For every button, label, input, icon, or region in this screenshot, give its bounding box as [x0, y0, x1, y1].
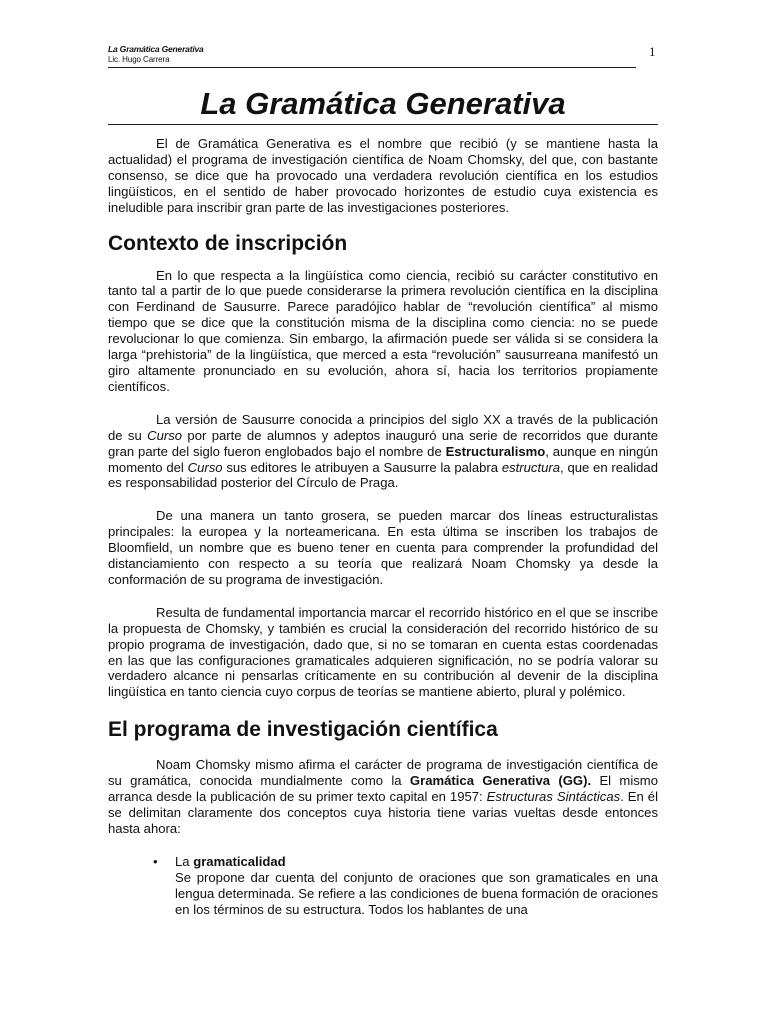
text-run: El mismo arranca desde la publicación de su primer texto capital en 1957: — [108, 773, 658, 805]
document-body — [108, 136, 658, 917]
programa-paragraph-1 — [108, 757, 658, 837]
list-item — [108, 854, 658, 918]
contexto-paragraph-4: Resulta de fundamental importancia marcar el recorrido histórico en el que se inscribe la propuesta de Chomsky, y también es crucial la consideración del recorrido histórico de su propio programa de investigación, dado que, si no se tomaran en cuenta estas coordenadas en las que las configuraciones gramaticales adquieren significación, no se podría valorar su verdadero alcance ni pensarlas críticamente en su contribución al devenir de la disciplina lingüística en tanto ciencia cuyo corpus de teorías se mantiene abierto, plural y polémico. — [108, 604, 658, 700]
bold-term-estructuralismo: Estructuralismo — [445, 443, 546, 459]
bullet-icon: • — [153, 853, 158, 869]
intro-paragraph: El de Gramática Generativa es el nombre que recibió (y se mantiene hasta la actualidad) el programa de investigación científica de Noam Chomsky, del que, con bastante consenso, se dice que ha provocado una verdadera revolución científica en los estudios lingüísticos, en el sentido de haber provocado horizontes de estudio cuya existencia es ineludible para inscribir gran parte de las investigaciones posteriores. — [108, 136, 658, 215]
page-number: 1 — [649, 44, 656, 59]
text-run: , que en realidad es responsabilidad posterior del Círculo de Praga. — [108, 459, 658, 491]
text-run: La versión de Sausurre conocida a principios del siglo XX a través de la publicación de su — [108, 411, 658, 443]
text-run: . En él se delimitan claramente dos conceptos cuya historia tiene varias vueltas desde entonces hasta ahora: — [108, 789, 658, 836]
running-header-author: Lic. Hugo Carrera — [108, 55, 170, 64]
list-item-term: gramaticalidad — [193, 853, 286, 869]
italic-title-estructuras-sintacticas: Estructuras Sintácticas — [486, 789, 621, 805]
contexto-paragraph-3: De una manera un tanto grosera, se pueden marcar dos líneas estructuralistas principales: la europea y la norteamericana. En esta última se inscriben los trabajos de Bloomfield, un nombre que es bueno tener en cuenta para comprender la profundidad del distanciamiento con respecto a su teoría que realizará Noam Chomsky ya desde la conformación de su programa de investigación. — [108, 508, 658, 587]
contexto-paragraph-1: En lo que respecta a la lingüística como ciencia, recibió su carácter constitutivo en tanto tal a partir de lo que puede considerarse la primera revolución científica en la disciplina con Ferdinand de Sausurre. Parece paradójico hablar de “revolución científica” al mismo tiempo que se dice que la constitución misma de la disciplina como ciencia: no se puede revolucionar lo que comienza. Sin embargo, la afirmación puede ser válida si se considera la larga “prehistoria” de la lingüística, que merced a esta “revolución” sausurreana manifestó un giro altamente pronunciado en su evolución, ahora sí, hacia los territorios propiamente científicos. — [108, 267, 658, 394]
running-header — [108, 44, 636, 68]
italic-term-estructura: estructura — [501, 459, 561, 475]
section-heading-contexto: Contexto de inscripción — [108, 231, 348, 255]
italic-term-curso: Curso — [187, 459, 223, 475]
text-run: por parte de alumnos y adeptos inauguró una serie de recorridos que durante gran parte del siglo fueron englobados bajo el nombre de — [108, 427, 658, 459]
concept-list — [108, 854, 658, 918]
text-run: , aunque en ningún momento del — [108, 443, 658, 475]
italic-term-curso: Curso — [147, 427, 183, 443]
contexto-paragraph-2 — [108, 412, 658, 492]
list-item-prefix: La — [175, 853, 194, 869]
section-heading-programa: El programa de investigación científica — [108, 718, 498, 742]
list-item-description: Se propone dar cuenta del conjunto de oraciones que son gramaticales en una lengua determinada. Se refiere a las condiciones de buena formación de oraciones en los términos de su estructura. Todos los hablantes de una — [175, 869, 658, 917]
text-run: Noam Chomsky mismo afirma el carácter de programa de investigación científica de su gramática, conocida mundialmente como la — [108, 757, 658, 789]
document-title: La Gramática Generativa — [108, 86, 658, 125]
text-run: sus editores le atribuyen a Sausurre la palabra — [222, 459, 502, 475]
bold-term-gramatica-generativa: Gramática Generativa (GG). — [409, 773, 592, 789]
running-header-title: La Gramática Generativa — [108, 44, 204, 54]
